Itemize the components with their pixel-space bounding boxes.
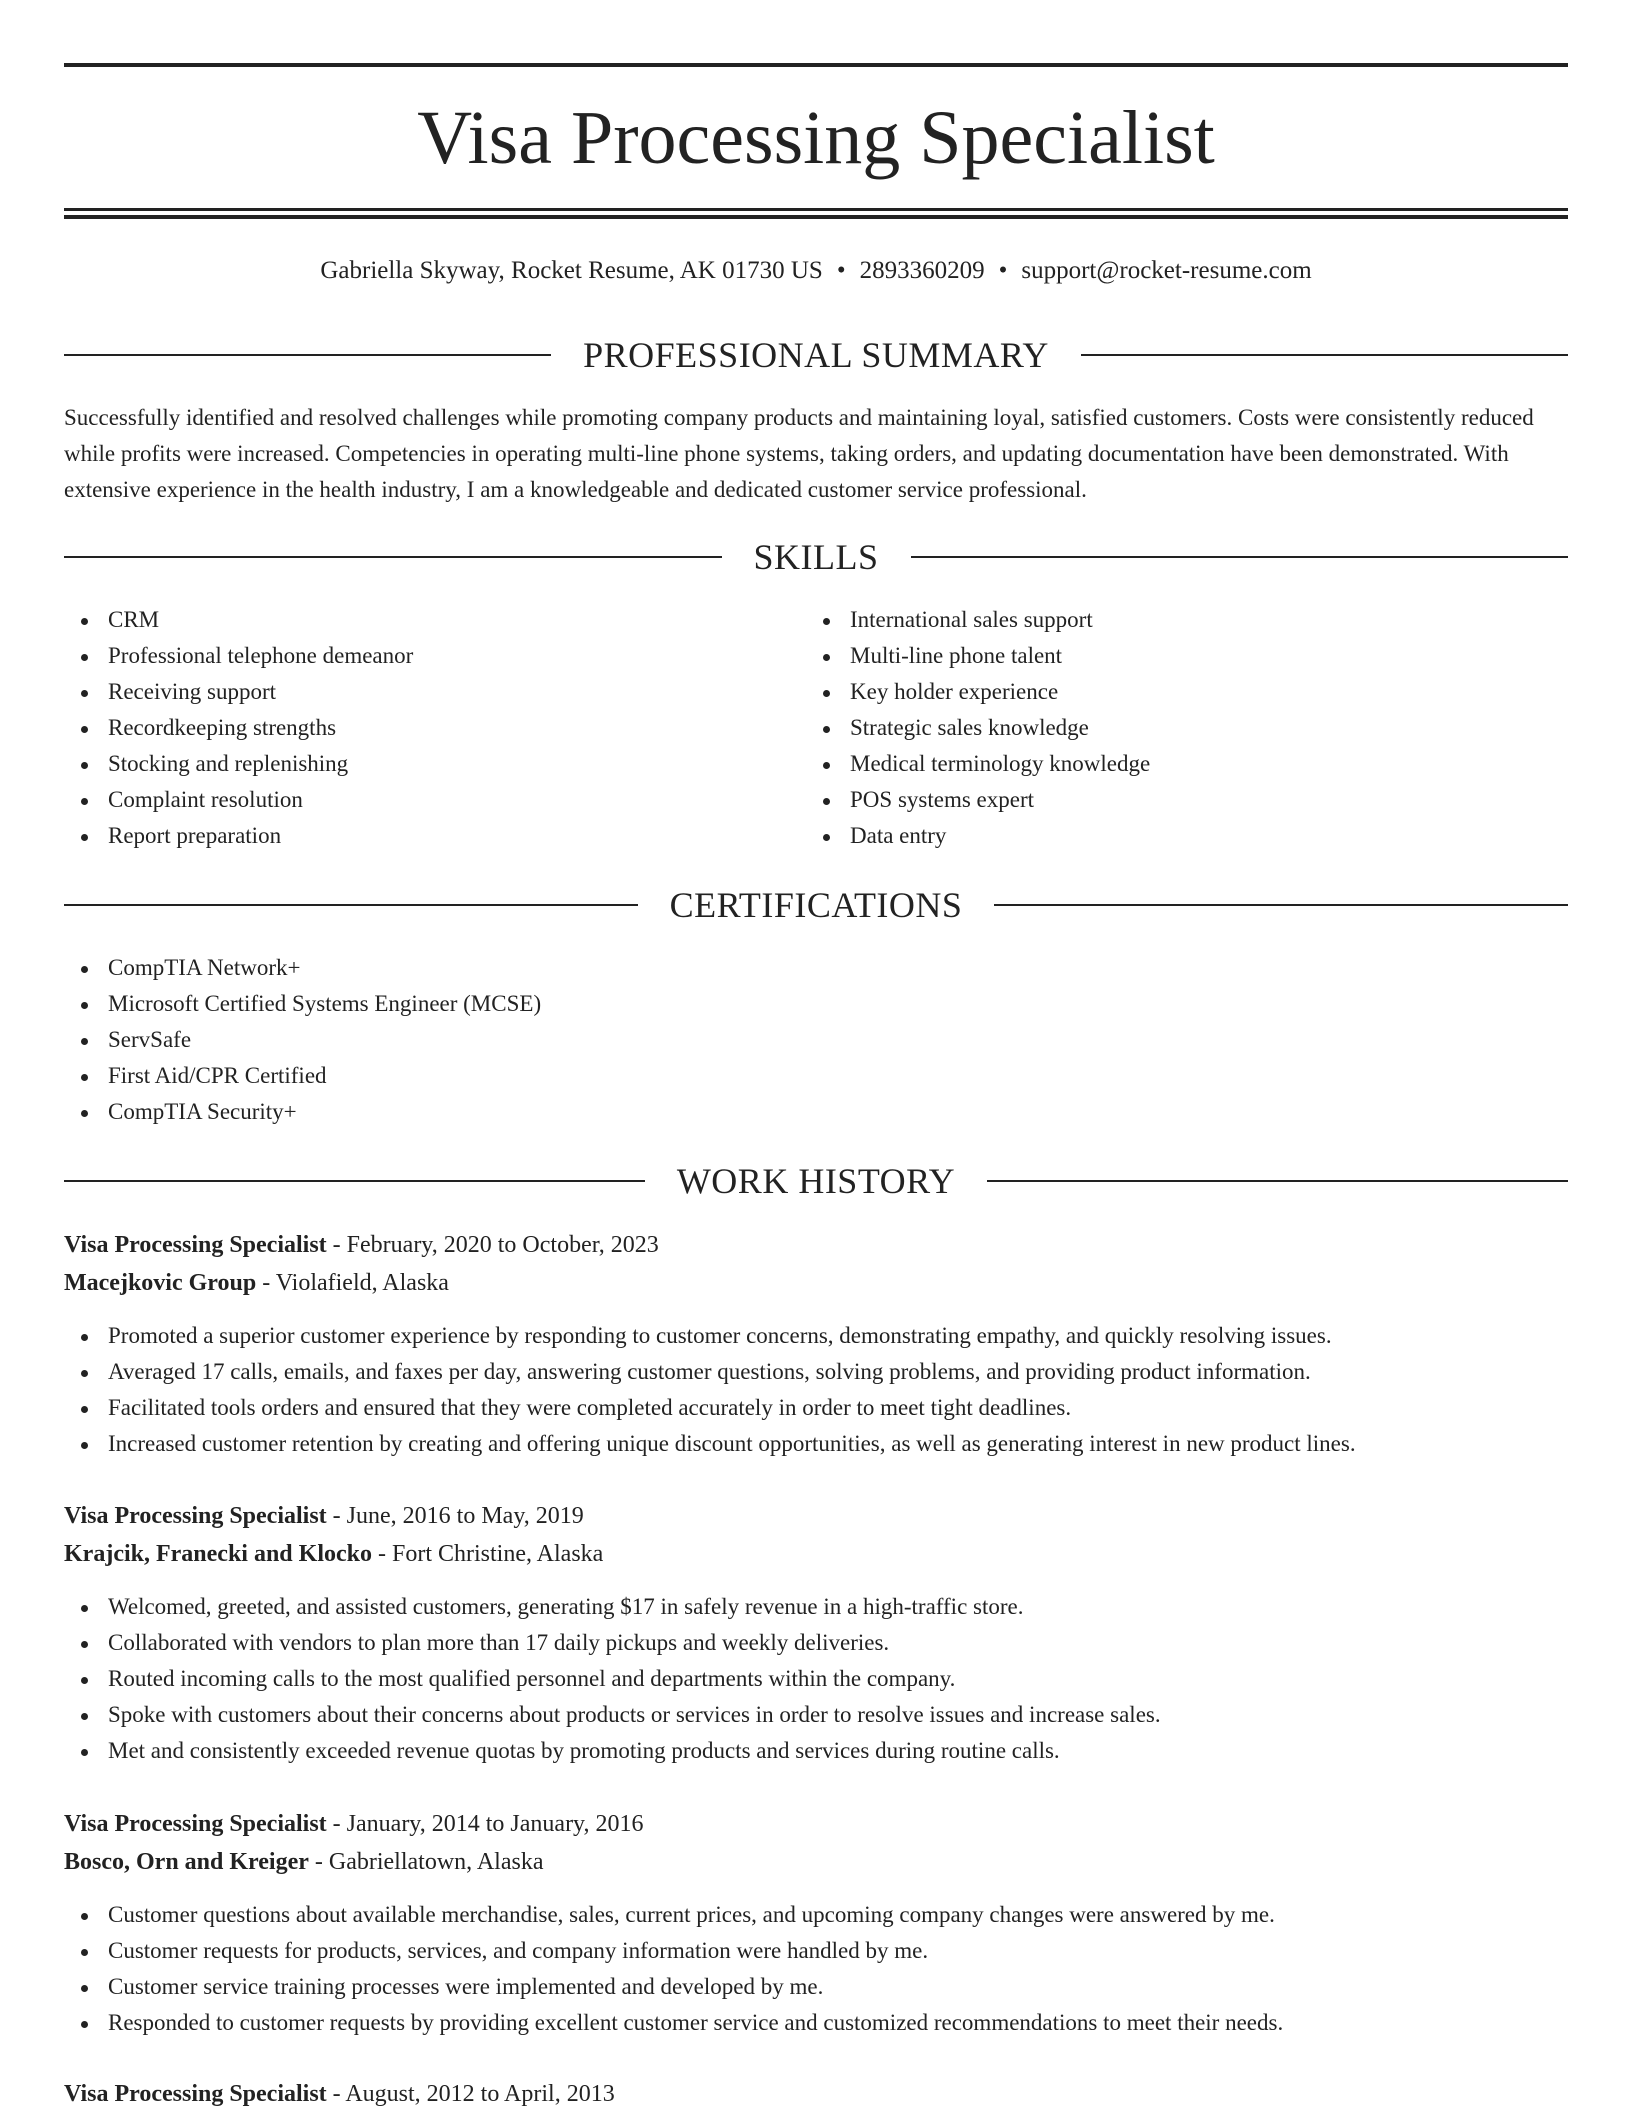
job-dash: - [308,1849,329,1875]
certifications-list [64,950,1568,1130]
job-company: Macejkovic Group [64,1270,257,1296]
job-title-line [64,2075,1568,2113]
heading-rule-left [64,904,638,906]
contact-separator: • [836,257,846,284]
skill-item: Key holder experience [806,674,1568,710]
heading-rule-right [911,556,1569,558]
job-company-line [64,1264,1568,1302]
job-title: Visa Processing Specialist [64,1232,327,1258]
skills-heading [64,535,1568,579]
contact-phone: 2893360209 [859,257,985,284]
job-title: Visa Processing Specialist [64,2081,327,2107]
job-company: Bosco, Orn and Kreiger [64,1849,309,1875]
summary-text: Successfully identified and resolved challenges while promoting company products and maintaining loyal, satisfied customers. Costs were consistently reduced while profits were increased. Competencies in operating multi-line phone systems, taking orders, and updating documentation have been demonstrated. With extensive experience in the health industry, I am a knowledgeable and dedicated customer service professional. [64,405,1534,502]
job-bullet: Welcomed, greeted, and assisted customers, generating $17 in safely revenue in a high-traffic store. [64,1589,1568,1625]
job-company-line [64,1535,1568,1573]
job-bullet: Spoke with customers about their concerns about products or services in order to resolve issues and increase sales. [64,1697,1568,1733]
heading-rule-left [64,556,722,558]
job-dash: - [372,1541,392,1567]
job-bullet: Met and consistently exceeded revenue quotas by promoting products and services during routine calls. [64,1733,1568,1769]
summary-heading-label: PROFESSIONAL SUMMARY [583,335,1049,375]
job-company: Krajcik, Franecki and Klocko [64,1541,372,1567]
job-title-line [64,1805,1568,1843]
job-dates: February, 2020 to October, 2023 [346,1232,659,1258]
skill-item: Report preparation [64,818,806,854]
skill-item: Multi-line phone talent [806,638,1568,674]
job-location: Fort Christine, Alaska [392,1541,604,1567]
skills-heading-label: SKILLS [753,537,879,577]
skill-item: Data entry [806,818,1568,854]
job-bullet: Responded to customer requests by providing excellent customer service and customized recommendations to meet their needs. [64,2005,1568,2041]
job-entry [64,1497,1568,1769]
job-bullets [64,1318,1568,1462]
job-dash: - [326,2081,346,2107]
page-title: Visa Processing Specialist [417,96,1215,180]
skills-list-right [806,602,1568,854]
job-dash: - [326,1503,347,1529]
skill-item: Professional telephone demeanor [64,638,806,674]
work-history-heading-label: WORK HISTORY [676,1161,956,1201]
certifications-heading-label: CERTIFICATIONS [669,885,963,925]
top-rule [64,63,1568,67]
job-dash: - [326,1232,347,1258]
job-bullet: Promoted a superior customer experience by responding to customer concerns, demonstrating empathy, and quickly resolving issues. [64,1318,1568,1354]
job-bullet: Facilitated tools orders and ensured that they were completed accurately in order to meet tight deadlines. [64,1390,1568,1426]
job-dash: - [256,1270,276,1296]
skill-item: Stocking and replenishing [64,746,806,782]
job-bullet: Customer service training processes were implemented and developed by me. [64,1969,1568,2005]
job-entry [64,1805,1568,2041]
skill-item: Strategic sales knowledge [806,710,1568,746]
contact-line [64,254,1568,288]
job-title-line [64,1497,1568,1535]
job-bullet: Collaborated with vendors to plan more than 17 daily pickups and weekly deliveries. [64,1625,1568,1661]
certification-item: First Aid/CPR Certified [64,1058,1568,1094]
skill-item: International sales support [806,602,1568,638]
job-entry [64,1226,1568,1462]
job-bullet: Customer requests for products, services, and company information were handled by me. [64,1933,1568,1969]
job-bullet: Averaged 17 calls, emails, and faxes per day, answering customer questions, solving problems, and providing product information. [64,1354,1568,1390]
job-dates: January, 2014 to January, 2016 [346,1811,644,1837]
certification-item: CompTIA Network+ [64,950,1568,986]
job-title: Visa Processing Specialist [64,1503,327,1529]
contact-email: support@rocket-resume.com [1021,257,1312,284]
title-rule-lower [64,215,1568,219]
skill-item: Medical terminology knowledge [806,746,1568,782]
skill-item: Receiving support [64,674,806,710]
heading-rule-right [994,904,1568,906]
job-location: Gabriellatown, Alaska [328,1849,544,1875]
contact-separator: • [998,257,1008,284]
title-rule-upper [64,208,1568,211]
job-dates: August, 2012 to April, 2013 [345,2081,615,2107]
job-bullet: Customer questions about available merchandise, sales, current prices, and upcoming company changes were answered by me. [64,1897,1568,1933]
summary-heading [64,333,1568,377]
job-title-line [64,1226,1568,1264]
skill-item: POS systems expert [806,782,1568,818]
work-history-heading [64,1159,1568,1203]
job-bullets [64,1589,1568,1769]
skill-item: CRM [64,602,806,638]
job-bullet: Increased customer retention by creating and offering unique discount opportunities, as well as generating interest in new product lines. [64,1426,1568,1462]
job-dash: - [326,1811,347,1837]
heading-rule-right [987,1180,1568,1182]
job-dates: June, 2016 to May, 2019 [346,1503,584,1529]
certification-item: ServSafe [64,1022,1568,1058]
heading-rule-right [1081,354,1568,356]
job-entry [64,2075,1568,2113]
contact-address: Gabriella Skyway, Rocket Resume, AK 01730 US [320,257,823,284]
skill-item: Recordkeeping strengths [64,710,806,746]
certification-item: CompTIA Security+ [64,1094,1568,1130]
heading-rule-left [64,1180,645,1182]
job-bullets [64,1897,1568,2041]
skills-list-left [64,602,806,854]
job-location: Violafield, Alaska [275,1270,449,1296]
skill-item: Complaint resolution [64,782,806,818]
job-company-line [64,1843,1568,1881]
certification-item: Microsoft Certified Systems Engineer (MCSE) [64,986,1568,1022]
job-bullet: Routed incoming calls to the most qualified personnel and departments within the company. [64,1661,1568,1697]
heading-rule-left [64,354,551,356]
certifications-heading [64,883,1568,927]
job-title: Visa Processing Specialist [64,1811,327,1837]
